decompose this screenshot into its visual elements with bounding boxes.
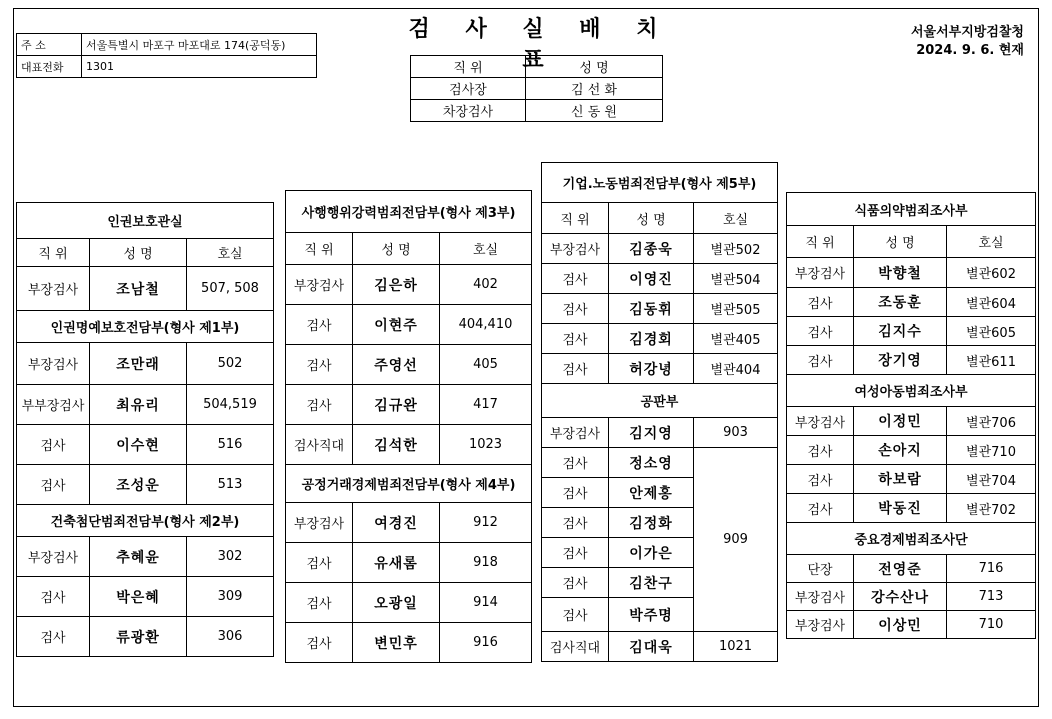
row-name: 오광일 [353, 583, 440, 623]
header-pos: 직 위 [542, 203, 609, 234]
row-room: 710 [947, 611, 1036, 639]
office-name: 서울서부지방검찰청 [910, 25, 1024, 40]
row-name: 하보람 [854, 465, 947, 494]
chief-header-pos: 직 위 [411, 56, 526, 78]
row-room: 912 [440, 503, 532, 543]
dept-title: 공판부 [542, 384, 778, 418]
row-pos: 검사 [542, 538, 609, 568]
row-name: 전영준 [854, 555, 947, 583]
row-name: 김은하 [353, 265, 440, 305]
row-pos: 검사 [542, 448, 609, 478]
row-name: 유새롬 [353, 543, 440, 583]
row-pos: 검사 [17, 465, 90, 505]
header-room: 호실 [694, 203, 778, 234]
row-name: 김정화 [609, 508, 694, 538]
row-pos: 검사 [787, 346, 854, 375]
row-pos: 부장검사 [787, 258, 854, 288]
row-room: 별관505 [694, 294, 778, 324]
row-pos: 단장 [787, 555, 854, 583]
row-pos: 부장검사 [286, 265, 353, 305]
row-pos: 검사 [17, 577, 90, 617]
row-room: 404,410 [440, 305, 532, 345]
row-name: 장기영 [854, 346, 947, 375]
row-room: 별관604 [947, 288, 1036, 317]
row-room: 502 [187, 343, 274, 385]
row-pos: 검사 [542, 324, 609, 354]
row-name: 이수현 [90, 425, 187, 465]
row-room: 309 [187, 577, 274, 617]
dept-title: 기업.노동범죄전담부(형사 제5부) [542, 163, 778, 203]
row-room: 1021 [694, 632, 778, 662]
header-room: 호실 [187, 239, 274, 267]
row-name: 이영진 [609, 264, 694, 294]
row-name: 이현주 [353, 305, 440, 345]
row-pos: 부장검사 [17, 537, 90, 577]
row-pos: 검사 [542, 354, 609, 384]
dept-title: 인권명예보호전담부(형사 제1부) [17, 311, 274, 343]
row-pos: 부장검사 [17, 343, 90, 385]
row-pos: 검사 [542, 478, 609, 508]
header-pos: 직 위 [787, 226, 854, 258]
row-room: 1023 [440, 425, 532, 465]
dept-title: 인권보호관실 [17, 203, 274, 239]
header-name: 성 명 [353, 233, 440, 265]
row-room: 별관706 [947, 407, 1036, 436]
row-name: 이상민 [854, 611, 947, 639]
row-room: 513 [187, 465, 274, 505]
row-pos: 부장검사 [787, 407, 854, 436]
row-name: 김지수 [854, 317, 947, 346]
row-name: 조남철 [90, 267, 187, 311]
row-room: 507, 508 [187, 267, 274, 311]
dept-title: 중요경제범죄조사단 [787, 523, 1036, 555]
row-pos: 부장검사 [787, 611, 854, 639]
row-name: 박주명 [609, 598, 694, 632]
header-name: 성 명 [854, 226, 947, 258]
row-name: 김종욱 [609, 234, 694, 264]
chief-header-name: 성 명 [526, 56, 663, 78]
row-name: 안제홍 [609, 478, 694, 508]
header-pos: 직 위 [286, 233, 353, 265]
row-pos: 검사직대 [286, 425, 353, 465]
row-room: 504,519 [187, 385, 274, 425]
row-name: 박은혜 [90, 577, 187, 617]
row-room: 516 [187, 425, 274, 465]
dept-table-col3 [541, 162, 778, 662]
address-label: 주 소 [17, 34, 82, 56]
row-name: 조성운 [90, 465, 187, 505]
row-room: 306 [187, 617, 274, 657]
row-room: 별관502 [694, 234, 778, 264]
chief-table [410, 55, 663, 122]
row-room: 914 [440, 583, 532, 623]
row-pos: 검사 [286, 623, 353, 663]
row-pos: 검사 [787, 317, 854, 346]
header-pos: 직 위 [17, 239, 90, 267]
dept-title: 식품의약범죄조사부 [787, 193, 1036, 226]
header-room: 호실 [947, 226, 1036, 258]
row-name: 최유리 [90, 385, 187, 425]
row-pos: 검사 [286, 305, 353, 345]
row-name: 김동휘 [609, 294, 694, 324]
row-room: 918 [440, 543, 532, 583]
row-pos: 검사 [286, 583, 353, 623]
row-room: 405 [440, 345, 532, 385]
dept-table-col4 [786, 192, 1036, 639]
row-pos: 검사 [286, 385, 353, 425]
row-pos: 부장검사 [542, 234, 609, 264]
row-pos: 검사 [542, 568, 609, 598]
row-room: 402 [440, 265, 532, 305]
row-room: 별관702 [947, 494, 1036, 523]
row-name: 여경진 [353, 503, 440, 543]
phone-label: 대표전화 [17, 56, 82, 78]
header-name: 성 명 [609, 203, 694, 234]
phone-value: 1301 [82, 56, 317, 78]
row-pos: 검사 [787, 436, 854, 465]
row-name: 이정민 [854, 407, 947, 436]
header-name: 성 명 [90, 239, 187, 267]
info-table [16, 33, 317, 78]
row-room: 713 [947, 583, 1036, 611]
dept-table-col1 [16, 202, 274, 657]
office-header [911, 24, 1024, 60]
row-name: 강수산나 [854, 583, 947, 611]
row-name: 류광환 [90, 617, 187, 657]
chief-pos: 검사장 [411, 78, 526, 100]
row-name: 박동진 [854, 494, 947, 523]
row-name: 주영선 [353, 345, 440, 385]
row-room: 903 [694, 418, 778, 448]
address-value: 서울특별시 마포구 마포대로 174(공덕동) [82, 34, 317, 56]
chief-name: 신 동 원 [526, 100, 663, 122]
shared-room: 909 [694, 448, 778, 632]
row-room: 417 [440, 385, 532, 425]
row-room: 별관504 [694, 264, 778, 294]
row-room: 별관605 [947, 317, 1036, 346]
row-name: 변민후 [353, 623, 440, 663]
chief-pos: 차장검사 [411, 100, 526, 122]
dept-title: 공정거래경제범죄전담부(형사 제4부) [286, 465, 532, 503]
row-name: 김찬구 [609, 568, 694, 598]
row-pos: 검사 [542, 294, 609, 324]
dept-title: 건축첨단범죄전담부(형사 제2부) [17, 505, 274, 537]
row-room: 916 [440, 623, 532, 663]
row-room: 302 [187, 537, 274, 577]
row-name: 김경회 [609, 324, 694, 354]
row-name: 조만래 [90, 343, 187, 385]
row-pos: 검사 [542, 598, 609, 632]
row-pos: 부장검사 [787, 583, 854, 611]
row-pos: 검사 [286, 345, 353, 385]
row-pos: 검사 [542, 508, 609, 538]
dept-title: 사행행위강력범죄전담부(형사 제3부) [286, 191, 532, 233]
row-pos: 검사 [787, 465, 854, 494]
dept-title: 여성아동범죄조사부 [787, 375, 1036, 407]
dept-table-col2 [285, 190, 532, 663]
row-room: 별관602 [947, 258, 1036, 288]
row-pos: 부장검사 [286, 503, 353, 543]
page-title: 검 사 실 배 치 표 [408, 17, 672, 73]
row-name: 조동훈 [854, 288, 947, 317]
row-pos: 부부장검사 [17, 385, 90, 425]
row-room: 716 [947, 555, 1036, 583]
report-date: 2024. 9. 6. 현재 [916, 43, 1024, 58]
row-name: 박향철 [854, 258, 947, 288]
row-name: 손아지 [854, 436, 947, 465]
row-name: 이가은 [609, 538, 694, 568]
row-pos: 검사 [17, 425, 90, 465]
row-pos: 부장검사 [542, 418, 609, 448]
chief-name: 김 선 화 [526, 78, 663, 100]
row-name: 김대욱 [609, 632, 694, 662]
row-name: 정소영 [609, 448, 694, 478]
row-name: 허강녕 [609, 354, 694, 384]
row-room: 별관405 [694, 324, 778, 354]
row-pos: 검사직대 [542, 632, 609, 662]
row-pos: 검사 [787, 494, 854, 523]
row-room: 별관704 [947, 465, 1036, 494]
row-pos: 검사 [542, 264, 609, 294]
header-room: 호실 [440, 233, 532, 265]
row-pos: 검사 [787, 288, 854, 317]
row-pos: 부장검사 [17, 267, 90, 311]
row-room: 별관611 [947, 346, 1036, 375]
row-name: 김지영 [609, 418, 694, 448]
row-name: 김석한 [353, 425, 440, 465]
row-room: 별관404 [694, 354, 778, 384]
row-room: 별관710 [947, 436, 1036, 465]
row-pos: 검사 [286, 543, 353, 583]
row-pos: 검사 [17, 617, 90, 657]
row-name: 김규완 [353, 385, 440, 425]
row-name: 추혜윤 [90, 537, 187, 577]
